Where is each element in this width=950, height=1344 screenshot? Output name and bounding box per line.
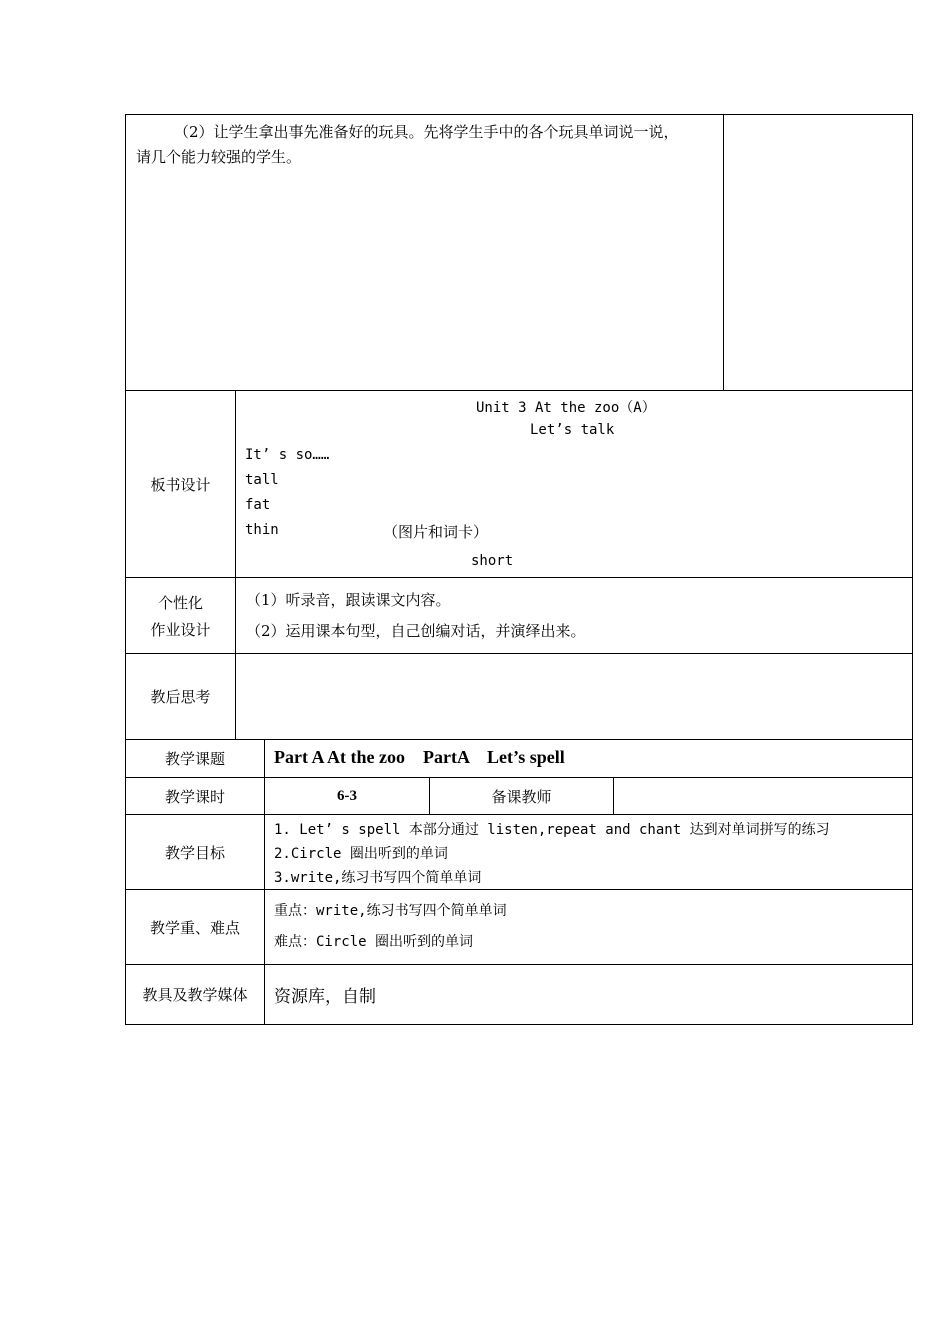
board-line-1: It’ s so……	[245, 447, 330, 463]
intro-cell	[126, 115, 724, 391]
teacher-label: 备课教师	[430, 778, 614, 815]
lesson-table	[125, 739, 913, 1025]
board-label: 板书设计	[126, 391, 236, 578]
board-line-3: fat	[245, 497, 271, 513]
board-subtitle: Let’s talk	[530, 422, 615, 438]
key-point: 重点：write,练习书写四个简单单词	[274, 903, 507, 919]
difficulty: 难点：Circle 圈出听到的单词	[274, 934, 474, 950]
topic-label: 教学课题	[126, 740, 265, 778]
keypoints-label: 教学重、难点	[126, 890, 265, 965]
topic-value: Part A At the zoo PartA Let’s spell	[274, 747, 565, 767]
media-cell	[265, 965, 913, 1025]
goals-cell	[265, 815, 913, 890]
board-cell	[236, 391, 913, 578]
homework-2: （2）运用课本句型，自己创编对话，并演绎出来。	[246, 622, 586, 640]
homework-label-2: 作业设计	[150, 620, 211, 639]
homework-cell	[236, 578, 913, 654]
homework-label-1: 个性化	[157, 593, 203, 612]
goals-label: 教学目标	[126, 815, 265, 890]
board-line-2: tall	[245, 472, 279, 488]
upper-table	[125, 114, 913, 740]
goal-1: 1. Let’ s spell 本部分通过 listen,repeat and chant 达到对单词拼写的练习	[274, 822, 830, 838]
goal-3: 3.write,练习书写四个简单单词	[274, 870, 482, 886]
goal-2: 2.Circle 圈出听到的单词	[274, 846, 448, 862]
intro-line-1: （2）让学生拿出事先准备好的玩具。先将学生手中的各个玩具单词说一说，	[174, 123, 679, 141]
homework-label	[126, 578, 236, 654]
homework-1: （1）听录音，跟读课文内容。	[246, 591, 451, 609]
media-label: 教具及教学媒体	[126, 965, 265, 1025]
reflection-label: 教后思考	[126, 654, 236, 740]
intro-side-cell	[724, 115, 913, 391]
board-note: （图片和词卡）	[383, 523, 489, 541]
period-value: 6-3	[265, 778, 430, 815]
board-title: Unit 3 At the zoo（A）	[476, 400, 656, 416]
period-label: 教学课时	[126, 778, 265, 815]
topic-cell	[265, 740, 913, 778]
teacher-value	[614, 778, 913, 815]
board-line-4: thin	[245, 522, 279, 538]
media-value: 资源库，自制	[274, 987, 376, 1007]
intro-line-2: 请几个能力较强的学生。	[136, 148, 302, 166]
keypoints-cell	[265, 890, 913, 965]
board-line-5: short	[471, 553, 514, 569]
reflection-cell	[236, 654, 913, 740]
